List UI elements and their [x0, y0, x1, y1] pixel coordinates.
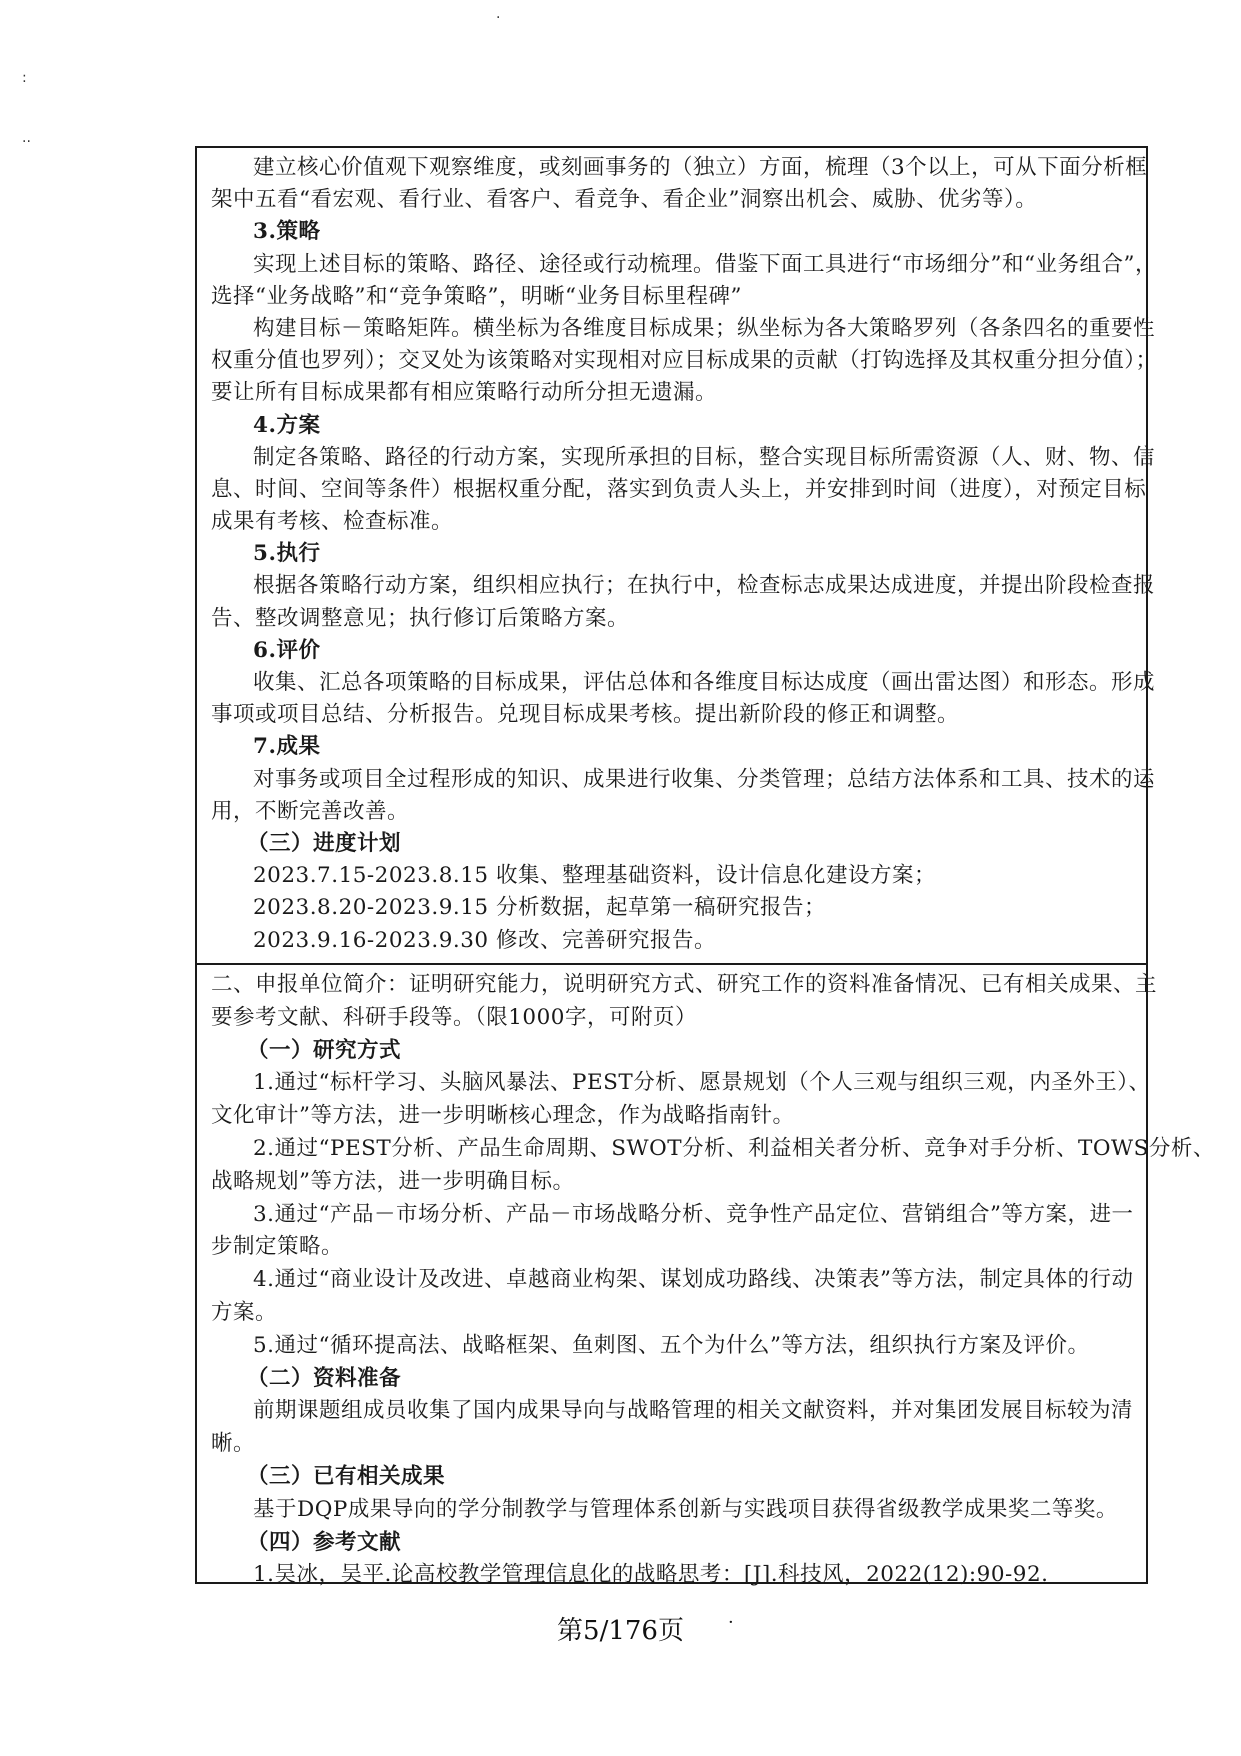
- top_section-line: 2023.7.15-2023.8.15 收集、整理基础资料，设计信息化建设方案；: [253, 863, 936, 889]
- bottom_section-line: 步制定策略。: [211, 1234, 344, 1260]
- top_section-line: 权重分值也罗列）；交叉处为该策略对实现相对应目标成果的贡献（打钩选择及其权重分担分值）；: [211, 348, 1158, 374]
- scan-mark-top: ·: [496, 10, 501, 26]
- top_section-line: 事项或项目总结、分析报告。兑现目标成果考核。提出新阶段的修正和调整。: [211, 702, 960, 728]
- top_section-line: 2023.9.16-2023.9.30 修改、完善研究报告。: [253, 927, 716, 953]
- top_section-line: 选择“业务战略”和“竞争策略”，明晰“业务目标里程碑”: [211, 283, 742, 309]
- bottom_section-line: （三）已有相关成果: [247, 1463, 446, 1489]
- top_section-line: 3.策略: [253, 219, 321, 245]
- top_section-line: 4.方案: [253, 412, 321, 438]
- scan-mark-left-1: :: [22, 70, 27, 86]
- top_section-line: 息、时间、空间等条件）根据权重分配，落实到负责人头上，并安排到时间（进度），对预定目标: [211, 476, 1147, 502]
- top_section-line: 架中五看“看宏观、看行业、看客户、看竞争、看企业”洞察出机会、威胁、优劣等）。: [211, 187, 1038, 213]
- top_section-line: 成果有考核、检查标准。: [211, 509, 454, 535]
- bottom_section-line: 方案。: [211, 1299, 278, 1325]
- bottom_section-line: 1.通过“标杆学习、头脑风暴法、PEST分析、愿景规划（个人三观与组织三观，内圣外王）、: [253, 1070, 1151, 1096]
- bottom_section-line: （一）研究方式: [247, 1037, 402, 1063]
- bottom_section-line: 基于DQP成果导向的学分制教学与管理体系创新与实践项目获得省级教学成果奖二等奖。: [253, 1496, 1118, 1522]
- top_section-line: 用，不断完善改善。: [211, 798, 410, 824]
- page-number: 第5/176页: [557, 1616, 684, 1646]
- top_section-line: 建立核心价值观下观察维度，或刻画事务的（独立）方面，梳理（3个以上，可从下面分析框: [253, 155, 1148, 180]
- top_section-line: 7.成果: [253, 734, 321, 760]
- top_section-line: （三）进度计划: [247, 830, 402, 856]
- top_section-line: 根据各策略行动方案，组织相应执行；在执行中，检查标志成果达成进度，并提出阶段检查报: [253, 573, 1156, 599]
- bottom_section-line: 5.通过“循环提高法、战略框架、鱼刺图、五个为什么”等方法，组织执行方案及评价。: [253, 1332, 1090, 1358]
- top_section-line: 对事务或项目全过程形成的知识、成果进行收集、分类管理；总结方法体系和工具、技术的运: [253, 766, 1156, 792]
- bottom_section-line: （四）参考文献: [247, 1529, 402, 1555]
- bottom_section-line: 要参考文献、科研手段等。（限1000字，可附页）: [211, 1004, 697, 1030]
- scan-mark-left-2: ..: [22, 130, 31, 146]
- bottom_section-line: 前期课题组成员收集了国内成果导向与战略管理的相关文献资料，并对集团发展目标较为清: [253, 1398, 1134, 1424]
- bottom_section-line: 3.通过“产品－市场分析、产品－市场战略分析、竞争性产品定位、营销组合”等方案，进一: [253, 1201, 1134, 1227]
- top_section-line: 制定各策略、路径的行动方案，实现所承担的目标，整合实现目标所需资源（人、财、物、信: [253, 444, 1156, 470]
- bottom_section-line: 战略规划”等方法，进一步明确目标。: [211, 1168, 575, 1194]
- top_section-line: 实现上述目标的策略、路径、途径或行动梳理。借鉴下面工具进行“市场细分”和“业务组合”，: [253, 251, 1157, 277]
- bottom_section-line: 1.吴冰，吴平.论高校教学管理信息化的战略思考：[J].科技风，2022(12):90-92.: [253, 1562, 1049, 1588]
- footer-dot: ·: [728, 1612, 734, 1633]
- bottom_section-line: 二、申报单位简介：证明研究能力，说明研究方式、研究工作的资料准备情况、已有相关成果、主: [211, 972, 1158, 997]
- plan-content-box: [195, 146, 1158, 965]
- applicant-intro-box: [195, 963, 1215, 1588]
- bottom_section-line: （二）资料准备: [247, 1365, 402, 1391]
- bottom_section-line: 文化审计”等方法，进一步明晰核心理念，作为战略指南针。: [211, 1103, 795, 1129]
- bottom_section-line: 2.通过“PEST分析、产品生命周期、SWOT分析、利益相关者分析、竞争对手分析、TOWS分析、: [253, 1135, 1215, 1161]
- top_section-line: 收集、汇总各项策略的目标成果，评估总体和各维度目标达成度（画出雷达图）和形态。形成: [253, 670, 1156, 695]
- top_section-line: 构建目标－策略矩阵。横坐标为各维度目标成果；纵坐标为各大策略罗列（各条四名的重要性: [253, 315, 1156, 341]
- top_section-line: 要让所有目标成果都有相应策略行动所分担无遗漏。: [211, 380, 718, 406]
- top_section-line: 5.执行: [253, 541, 321, 567]
- top_section-line: 告、整改调整意见；执行修订后策略方案。: [211, 605, 630, 631]
- top_section-line: 2023.8.20-2023.9.15 分析数据，起草第一稿研究报告；: [253, 895, 826, 921]
- bottom_section-line: 4.通过“商业设计及改进、卓越商业构架、谋划成功路线、决策表”等方法，制定具体的行动: [253, 1267, 1134, 1293]
- top_section-line: 6.评价: [253, 637, 321, 663]
- bottom_section-line: 晰。: [211, 1431, 256, 1457]
